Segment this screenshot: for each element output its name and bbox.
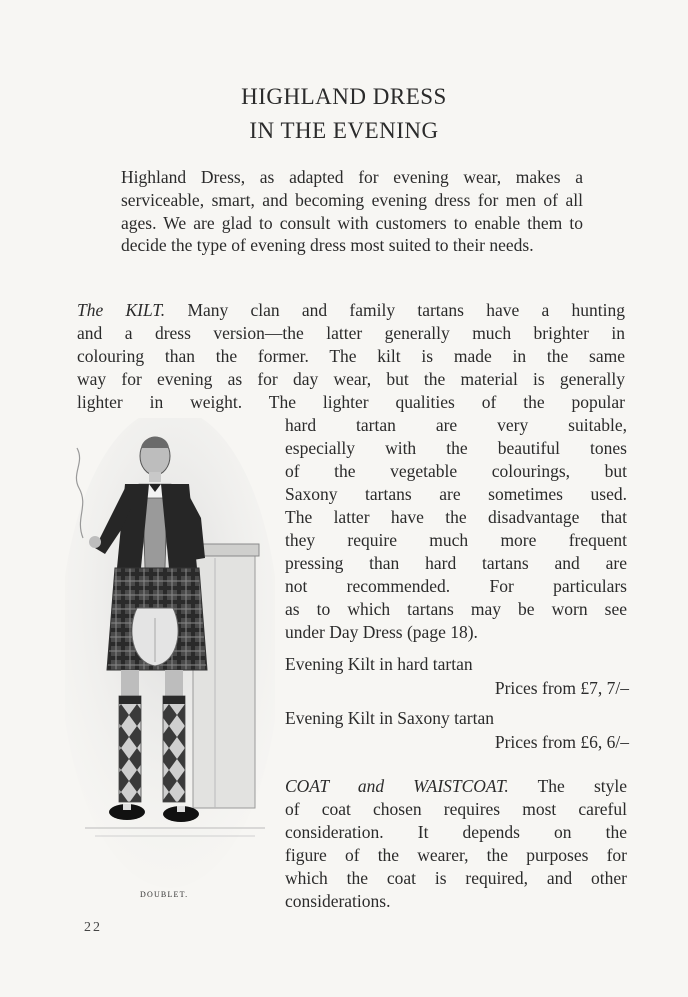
- price-saxony-tartan: Prices from £6, 6/–: [494, 732, 629, 752]
- kilt-line-7: especially with the beautiful tones: [285, 438, 627, 458]
- coat-line-4: figure of the wearer, the purposes for: [285, 845, 627, 865]
- kilt-line-5: lighter in weight. The lighter qualities of the popular: [77, 392, 625, 412]
- doublet-illustration: [65, 418, 275, 888]
- coat-line-2: of coat chosen requires most careful: [285, 799, 627, 819]
- coat-heading: COAT and WAISTCOAT.: [285, 776, 509, 796]
- coat-line-1: [285, 776, 627, 797]
- kilt-line-2: and a dress version—the latter generally much brighter in: [77, 323, 625, 343]
- coat-line-3: consideration. It depends on the: [285, 822, 627, 842]
- kilt-line-1: [77, 300, 625, 321]
- price-item-saxony-tartan: Evening Kilt in Saxony tartan: [285, 708, 494, 728]
- kilt-line-6: hard tartan are very suitable,: [285, 415, 627, 435]
- kilt-line-text: Many clan and family tartans have a hunting: [187, 300, 625, 320]
- page-number: 22: [84, 920, 102, 935]
- kilt-line-14: as to which tartans may be worn see: [285, 599, 627, 619]
- page-title-line-2: IN THE EVENING: [249, 118, 439, 143]
- coat-line-6: considerations.: [285, 891, 391, 911]
- coat-line-text: The style: [537, 776, 627, 796]
- intro-paragraph: Highland Dress, as adapted for evening wear, makes a serviceable, smart, and becoming evening dress for men of all ages. We are glad to consult with customers to enable them to decide the type of evening dress most suited to their needs.: [121, 167, 583, 256]
- kilt-line-8: of the vegetable colourings, but: [285, 461, 627, 481]
- kilt-line-13: not recommended. For particulars: [285, 576, 627, 596]
- page-title-line-1: HIGHLAND DRESS: [241, 84, 447, 109]
- kilt-line-15: under Day Dress (page 18).: [285, 622, 478, 642]
- kilt-line-12: pressing than hard tartans and are: [285, 553, 627, 573]
- kilt-line-11: they require much more frequent: [285, 530, 627, 550]
- kilt-heading: The KILT.: [77, 300, 166, 320]
- illustration-caption: DOUBLET.: [140, 890, 189, 899]
- price-item-hard-tartan: Evening Kilt in hard tartan: [285, 654, 473, 674]
- coat-line-5: which the coat is required, and other: [285, 868, 627, 888]
- kilt-line-9: Saxony tartans are sometimes used.: [285, 484, 627, 504]
- kilt-line-4: way for evening as for day wear, but the material is generally: [77, 369, 625, 389]
- kilt-line-3: colouring than the former. The kilt is made in the same: [77, 346, 625, 366]
- kilt-line-10: The latter have the disadvantage that: [285, 507, 627, 527]
- price-hard-tartan: Prices from £7, 7/–: [494, 678, 629, 698]
